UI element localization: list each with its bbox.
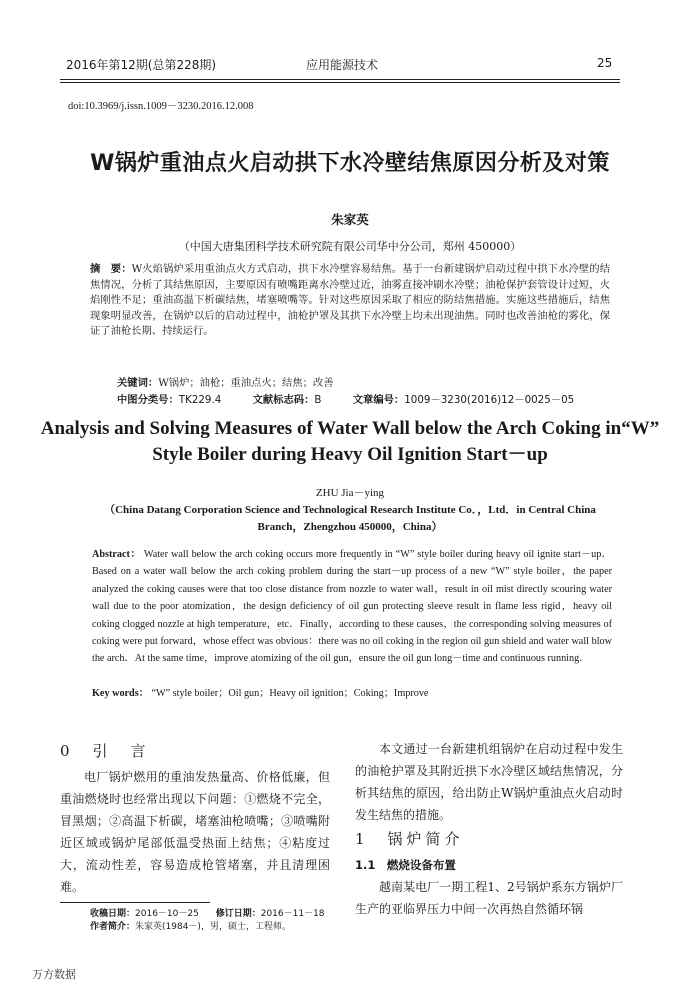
body-right-column <box>355 738 623 920</box>
abstract-chinese <box>90 262 610 340</box>
body-left-column <box>60 738 330 898</box>
keywords-english-text: “W” style boiler；Oil gun；Heavy oil ignition；Coking；Improve <box>151 688 429 699</box>
footnote-dates <box>90 908 325 921</box>
abstract-chinese-label: 摘 要： <box>90 263 132 275</box>
keywords-chinese <box>117 374 617 389</box>
doc-code-label: 文献标志码： <box>252 394 315 406</box>
affiliation-english: （China Datang Corporation Science and Technological Research Institute Co．，Ltd．in Central China Branch，Zhengzhou 450000，China） <box>104 504 596 533</box>
keywords-english <box>92 684 612 699</box>
abstract-english-text: Water wall below the arch coking occurs more frequently in “W” style boiler during heavy oil ignite start－up．Based on a water wall below the arch coking problem during the start－up process of a new “W” style boiler，the paper analyzed the coking causes were that too close distance from nozzle to water wall，result in oil mist directly scouring water wall due to the poor atomization，the design deficiency of oil gun protecting sleeve result in flame less rigid，heavy oil coking clogged nozzle at high temperature，etc．Finally，according to these causes，the corresponding solving measures of coking were put forward，whose effect was obvious：there was no oil coking in the region oil gun shield and water wall blow the arch．At the same time，improve atomizing of the oil gun，ensure the oil gun long－time and continuous running． <box>92 549 612 665</box>
footnote-rule <box>60 902 210 903</box>
affiliation-chinese: （中国大唐集团科学技术研究院有限公司华中分公司，郑州 450000） <box>178 240 522 253</box>
section-1-1-heading: 1.1 燃烧设备布置 <box>355 858 456 872</box>
author-bio-label: 作者简介： <box>90 922 136 932</box>
running-header-page-number: 25 <box>597 56 613 70</box>
clc-value: TK229.4 <box>178 394 222 406</box>
abstract-english <box>92 546 612 668</box>
keywords-chinese-text: W锅炉；油枪；重油点火；结焦；改善 <box>158 377 334 389</box>
classification-line <box>117 391 617 406</box>
section-1-heading: 1 锅炉简介 <box>355 830 464 848</box>
revised-date: 2016－11－18 <box>260 909 325 919</box>
abstract-chinese-text: W火焰锅炉采用重油点火方式启动，拱下水冷壁容易结焦。基于一台新建锅炉启动过程中拱下水冷壁的结焦情况，分析了其结焦原因，主要原因有喷嘴距离水冷壁过近，油雾直接冲刷水冷壁；油枪保护套管设计过短，火焰刚性不足；重油高温下析碳结焦，堵塞喷嘴等。针对这些原因采取了相应的防结焦措施。实施这些措施后，结焦现象明显改善，在锅炉以后的启动过程中，油枪护罩及其拱下水冷壁上均未出现油焦。同时也改善油枪的雾化，保证了油枪长期、持续运行。 <box>90 263 610 338</box>
running-header-issue: 2016年第12期(总第228期) <box>66 58 217 72</box>
running-header-journal: 应用能源技术 <box>306 58 379 72</box>
keywords-chinese-label: 关键词： <box>117 377 159 389</box>
abstract-english-label: Abstract： <box>92 549 142 560</box>
title-chinese: W锅炉重油点火启动拱下水冷壁结焦原因分析及对策 <box>90 151 610 176</box>
received-label: 收稿日期： <box>90 909 136 919</box>
article-number-value: 1009－3230(2016)12－0025－05 <box>404 394 575 406</box>
header-rule-thin <box>60 82 620 83</box>
revised-label: 修订日期： <box>215 909 261 919</box>
doc-code-value: B <box>314 394 322 406</box>
watermark: 万方数据 <box>32 968 76 981</box>
keywords-english-label: Key words： <box>92 688 149 699</box>
doi: doi:10.3969/j.issn.1009－3230.2016.12.008 <box>68 101 254 112</box>
received-date: 2016－10－25 <box>135 909 199 919</box>
section-0-paragraph: 电厂锅炉燃用的重油发热量高、价格低廉，但重油燃烧时也经常出现以下问题：①燃烧不完全，冒黑烟；②高温下析碳，堵塞油枪喷嘴；③喷嘴附近区域或锅炉尾部低温受热面上结焦；④粘度过大，流动性差，容易造成枪管堵塞，并且清理困难。 <box>60 770 330 894</box>
author-bio: 朱家英(1984－)，男，硕士，工程师。 <box>135 922 291 932</box>
intro-continuation-paragraph: 本文通过一台新建机组锅炉在启动过程中发生的油枪护罩及其附近拱下水冷壁区域结焦情况，分析其结焦的原因，给出防止W锅炉重油点火启动时发生结焦的措施。 <box>355 742 623 822</box>
footnote-author <box>90 921 291 934</box>
title-english: Analysis and Solving Measures of Water Wall below the Arch Coking in“W” Style Boiler during Heavy Oil Ignition Start－up <box>40 418 660 465</box>
header-rule-thick <box>60 79 620 80</box>
section-0-heading: 0 引 言 <box>60 742 150 760</box>
clc-label: 中图分类号： <box>117 394 179 406</box>
section-1-1-paragraph: 越南某电厂一期工程1、2号锅炉系东方锅炉厂生产的亚临界压力中间一次再热自然循环锅 <box>355 880 623 916</box>
article-number-label: 文章编号： <box>352 394 405 406</box>
author-english: ZHU Jia－ying <box>315 487 385 499</box>
author-chinese: 朱家英 <box>331 212 369 227</box>
